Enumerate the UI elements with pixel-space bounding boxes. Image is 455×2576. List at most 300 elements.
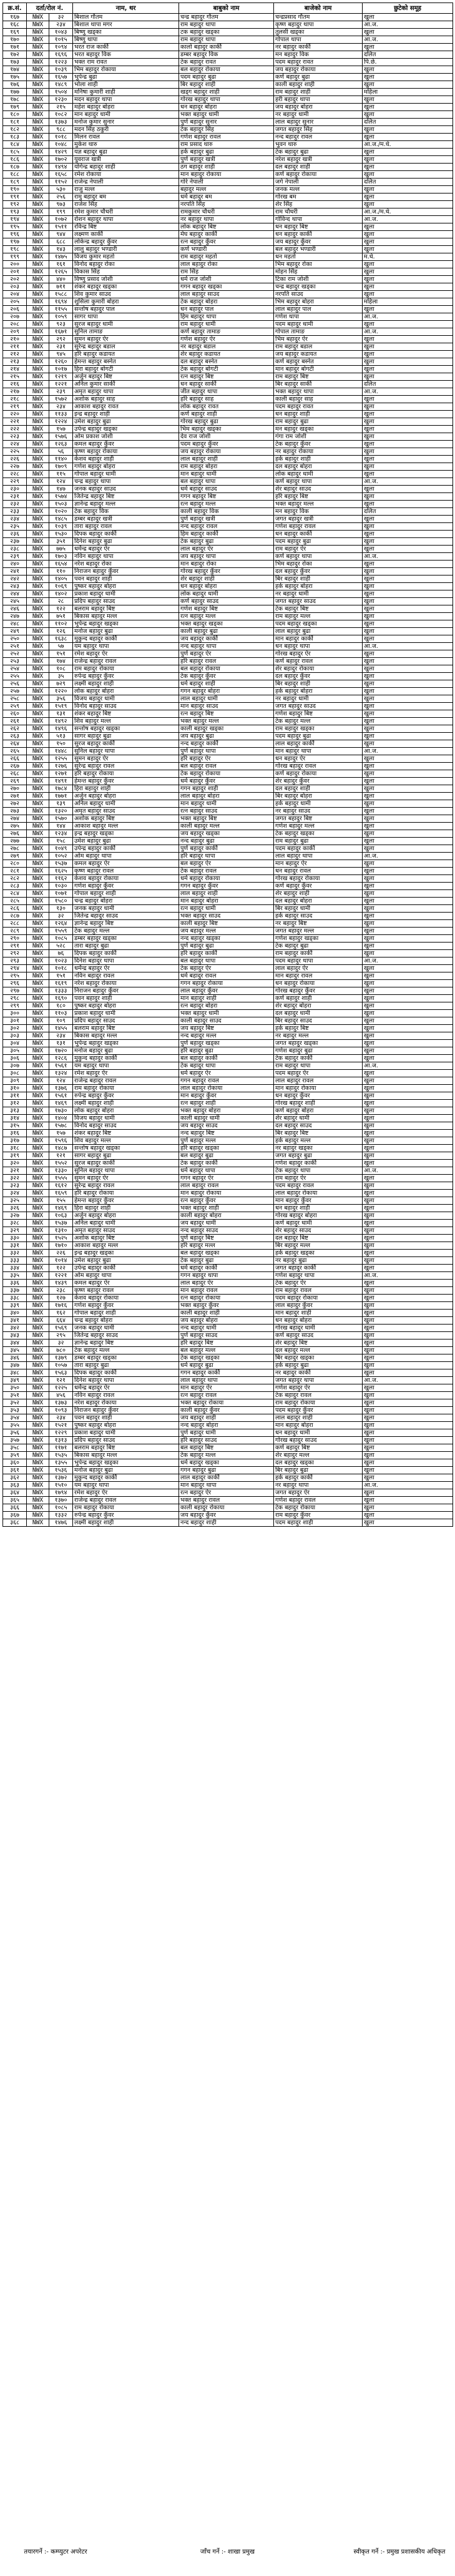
cell-name: सागर थापा: [73, 313, 179, 321]
cell-roll: १४७५: [49, 253, 73, 261]
cell-roll: १५३०: [49, 531, 73, 538]
cell-category: खुला: [363, 231, 453, 238]
table-row: [3, 710, 453, 718]
cell-father: गणेश बहादुर ऐर: [179, 336, 274, 343]
cell-grandfather: राम बहादुर मल्ल: [274, 613, 363, 620]
cell-code: NWX: [27, 1437, 49, 1444]
cell-roll: १७९४: [49, 1489, 73, 1497]
cell-grandfather: शेर बहादुर बोहरा: [274, 1002, 363, 1010]
cell-name: मुकुन्द बहादुर कार्की: [73, 1474, 179, 1482]
cell-father: नन्द बहादुर बुढा: [179, 838, 274, 845]
cell-code: NWX: [27, 441, 49, 448]
cell-code: NWX: [27, 478, 49, 486]
cell-code: NWX: [27, 755, 49, 763]
cell-category: खुला: [363, 418, 453, 426]
cell-category: खुला: [363, 1414, 453, 1422]
cell-code: NWX: [27, 770, 49, 778]
cell-serial: २७०: [3, 785, 27, 793]
cell-serial: २३४: [3, 516, 27, 523]
table-row: [3, 1437, 453, 1444]
cell-grandfather: नर बहादुर मल्ल: [274, 1032, 363, 1040]
cell-name: विजय बहादुर धामी: [73, 1115, 179, 1122]
cell-roll: ३५६: [49, 695, 73, 703]
cell-serial: ३०६: [3, 1055, 27, 1062]
table-row: [3, 1512, 453, 1519]
cell-code: NWX: [27, 14, 49, 21]
cell-grandfather: टेक बहादुर बुढा: [274, 149, 363, 156]
cell-grandfather: राम बहादुर थापा: [274, 1062, 363, 1070]
cell-code: NWX: [27, 411, 49, 418]
table-row: [3, 1085, 453, 1092]
cell-name: इन्द्र बहादुर शाही: [73, 411, 179, 418]
table-row: [3, 643, 453, 650]
cell-code: NWX: [27, 1145, 49, 1152]
cell-grandfather: दल बहादुर शाही: [274, 164, 363, 171]
cell-father: काली बहादुर धामी: [179, 1115, 274, 1122]
table-row: [3, 1062, 453, 1070]
cell-father: काली बहादुर साउद: [179, 1017, 274, 1025]
cell-father: पुर्ण बहादुर बिष्ट: [179, 1235, 274, 1242]
cell-roll: २१५: [49, 104, 73, 111]
cell-code: NWX: [27, 1242, 49, 1250]
cell-father: रत्न बहादुर रोकाया: [179, 1295, 274, 1302]
cell-category: खुला: [363, 972, 453, 980]
cell-grandfather: काली बहादुर शाही: [274, 81, 363, 89]
cell-serial: २३७: [3, 538, 27, 546]
cell-roll: ११५२: [49, 179, 73, 186]
cell-category: खुला: [363, 238, 453, 246]
cell-category: खुला: [363, 1504, 453, 1512]
cell-father: रत्न बहादुर मल्ल: [179, 501, 274, 508]
cell-code: NWX: [27, 193, 49, 201]
cell-code: NWX: [27, 1519, 49, 1527]
cell-code: NWX: [27, 845, 49, 853]
cell-roll: १४९४: [49, 164, 73, 171]
table-row: [3, 995, 453, 1002]
cell-roll: १९९: [49, 208, 73, 216]
cell-grandfather: कर्ण बहादुर बस्नेत: [274, 358, 363, 366]
cell-code: NWX: [27, 1160, 49, 1167]
cell-category: खुला: [363, 283, 453, 291]
cell-roll: १०१८: [49, 134, 73, 141]
cell-serial: २५२: [3, 650, 27, 658]
cell-grandfather: धन बहादुर रावल: [274, 868, 363, 875]
cell-father: पुर्ण बहादुर धामी: [179, 1429, 274, 1437]
cell-roll: १२२: [49, 1265, 73, 1272]
cell-category: खुला: [363, 1220, 453, 1227]
cell-category: आ.ज.: [363, 216, 453, 223]
cell-serial: ३५८: [3, 1444, 27, 1452]
cell-serial: ३६६: [3, 1504, 27, 1512]
cell-father: हरि बहादुर साउद: [179, 1437, 274, 1444]
table-row: [3, 1407, 453, 1414]
table-row: [3, 119, 453, 126]
cell-category: खुला: [363, 1489, 453, 1497]
cell-code: NWX: [27, 935, 49, 943]
cell-serial: २६०: [3, 710, 27, 718]
cell-grandfather: शेर बहादुर साउद: [274, 1227, 363, 1235]
cell-roll: ७८०: [49, 1347, 73, 1354]
cell-code: NWX: [27, 396, 49, 403]
table-row: [3, 1429, 453, 1437]
cell-roll: १४३९: [49, 1280, 73, 1287]
cell-code: NWX: [27, 1287, 49, 1295]
cell-roll: ३२: [49, 1339, 73, 1347]
cell-roll: १५७: [49, 1130, 73, 1137]
cell-grandfather: टेक बहादुर खड्का: [274, 830, 363, 838]
cell-name: शुसिला कुमारी बोहरा: [73, 298, 179, 306]
cell-category: खुला: [363, 223, 453, 231]
cell-code: NWX: [27, 1040, 49, 1047]
cell-category: खुला: [363, 1287, 453, 1295]
cell-serial: २१७: [3, 388, 27, 396]
cell-serial: २६९: [3, 778, 27, 785]
cell-code: NWX: [27, 748, 49, 755]
cell-roll: १०३९: [49, 66, 73, 74]
cell-category: खुला: [363, 1512, 453, 1519]
cell-name: मनिषा कुमारी शाही: [73, 89, 179, 96]
cell-code: NWX: [27, 838, 49, 845]
cell-serial: १८९: [3, 179, 27, 186]
cell-father: गगन बहादुर खड्का: [179, 283, 274, 291]
cell-father: बल बहादुर रोकाया: [179, 66, 274, 74]
cell-father: मान बहादुर ऐर: [179, 1384, 274, 1392]
cell-grandfather: गणेश बहादुर कार्की: [274, 1160, 363, 1167]
cell-code: NWX: [27, 643, 49, 650]
cell-category: खुला: [363, 134, 453, 141]
cell-category: खुला: [363, 546, 453, 553]
cell-name: दिनेश बहादुर बुढा: [73, 538, 179, 546]
cell-category: खुला: [363, 838, 453, 845]
cell-father: मान बहादुर थापा: [179, 1482, 274, 1489]
cell-roll: १२५५: [49, 755, 73, 763]
cell-code: NWX: [27, 74, 49, 81]
cell-serial: १७०: [3, 36, 27, 44]
cell-name: नविन बहादुर थापा: [73, 553, 179, 561]
cell-roll: ३५१: [49, 538, 73, 546]
cell-serial: २८७: [3, 913, 27, 920]
cell-code: NWX: [27, 650, 49, 658]
header-father: बाबुको नाम: [179, 3, 274, 14]
cell-name: राजेन्द्र बहादुर रावल: [73, 658, 179, 665]
table-row: [3, 51, 453, 59]
header-grandfather: बाजेको नाम: [274, 3, 363, 14]
table-row: [3, 1497, 453, 1504]
cell-name: गोपाल बहादुर शाही: [73, 1310, 179, 1317]
cell-roll: ५३०: [49, 186, 73, 193]
table-row: [3, 1160, 453, 1167]
cell-category: खुला: [363, 1107, 453, 1115]
table-row: [3, 733, 453, 740]
cell-roll: १५६३: [49, 1369, 73, 1377]
cell-grandfather: पदम बहादुर धामी: [274, 321, 363, 328]
cell-grandfather: मान बहादुर कार्की: [274, 635, 363, 643]
cell-category: खुला: [363, 740, 453, 748]
cell-father: राम बहादुर बोहरा: [179, 463, 274, 471]
cell-category: खुला: [363, 291, 453, 298]
cell-category: खुला: [363, 635, 453, 643]
cell-name: प्रकाश बहादुर धामी: [73, 1429, 179, 1437]
cell-code: NWX: [27, 104, 49, 111]
cell-serial: २७६: [3, 830, 27, 838]
cell-grandfather: बिर बहादुर खड्का: [274, 1354, 363, 1362]
cell-code: NWX: [27, 448, 49, 456]
cell-father: काली बहादुर रोकाया: [179, 1504, 274, 1512]
cell-category: खुला: [363, 763, 453, 770]
cell-roll: १२३०: [49, 96, 73, 104]
cell-roll: १८०: [49, 1002, 73, 1010]
table-row: [3, 1392, 453, 1399]
cell-code: NWX: [27, 987, 49, 995]
cell-grandfather: पदम बहादुर कुँवर: [274, 1407, 363, 1414]
cell-grandfather: धन बहादुर कार्की: [274, 231, 363, 238]
cell-roll: १६७१: [49, 328, 73, 336]
cell-serial: २९४: [3, 965, 27, 972]
cell-serial: ३१६: [3, 1130, 27, 1137]
cell-grandfather: जगत बहादुर साउद: [274, 598, 363, 605]
cell-roll: १६५७: [49, 74, 73, 81]
cell-grandfather: गोरख बहादुर बोहरा: [274, 1212, 363, 1220]
cell-category: पि.छे.: [363, 59, 453, 66]
cell-serial: २०४: [3, 291, 27, 298]
table-row: [3, 1422, 453, 1429]
cell-category: खुला: [363, 800, 453, 808]
cell-father: लाल बहादुर साउद: [179, 291, 274, 298]
cell-name: चन्द्र बहादुर बोहरा: [73, 1317, 179, 1325]
cell-category: खुला: [363, 860, 453, 868]
cell-roll: १५६१: [49, 1092, 73, 1100]
cell-grandfather: लाल बहादुर शाही: [274, 1414, 363, 1422]
cell-name: टेक बहादुर विक: [73, 508, 179, 516]
cell-code: NWX: [27, 920, 49, 928]
cell-roll: १२२५: [49, 1384, 73, 1392]
cell-grandfather: मान बहादुर बोगटी: [274, 366, 363, 373]
table-row: [3, 1235, 453, 1242]
cell-grandfather: गोविन्द थापा: [274, 216, 363, 223]
cell-name: विनोद बहादुर साउद: [73, 1122, 179, 1130]
cell-category: खुला: [363, 1100, 453, 1107]
cell-category: खुला: [363, 1452, 453, 1459]
cell-father: हरि बहादुर बिष्ट: [179, 1339, 274, 1347]
cell-grandfather: शेर बहादुर कुँवर: [274, 778, 363, 785]
table-row: [3, 740, 453, 748]
table-row: [3, 193, 453, 201]
cell-name: कृष्ण बहादुर रोकाया: [73, 448, 179, 456]
cell-serial: ३०९: [3, 1077, 27, 1085]
table-row: [3, 703, 453, 710]
cell-code: NWX: [27, 1347, 49, 1354]
cell-name: राजेश सिंह: [73, 201, 179, 208]
cell-name: प्रदिप बहादुर साउद: [73, 598, 179, 605]
cell-code: NWX: [27, 1212, 49, 1220]
cell-category: खुला: [363, 568, 453, 575]
cell-father: गणेश बहादुर बिष्ट: [179, 605, 274, 613]
cell-code: NWX: [27, 81, 49, 89]
cell-roll: ७७५: [49, 546, 73, 553]
cell-grandfather: गणेश बहादुर खड्का: [274, 935, 363, 943]
cell-serial: २३६: [3, 531, 27, 538]
cell-code: NWX: [27, 1452, 49, 1459]
cell-serial: २९९: [3, 1002, 27, 1010]
cell-name: उमेश बहादुर बुढा: [73, 418, 179, 426]
cell-father: भक्त बहादुर मल्ल: [179, 718, 274, 725]
cell-serial: १७८: [3, 96, 27, 104]
cell-roll: १३९: [49, 800, 73, 808]
cell-category: खुला: [363, 14, 453, 21]
cell-roll: ९२३: [49, 321, 73, 328]
cell-serial: ३१५: [3, 1122, 27, 1130]
cell-name: सुरज बहादुर धामी: [73, 321, 179, 328]
cell-name: भुपेन्द्र बहादुर खड्का: [73, 1459, 179, 1467]
cell-code: NWX: [27, 665, 49, 673]
cell-category: आ.ज.: [363, 36, 453, 44]
cell-serial: १६८: [3, 21, 27, 29]
cell-category: खुला: [363, 1399, 453, 1407]
cell-code: NWX: [27, 538, 49, 546]
cell-serial: ३२९: [3, 1227, 27, 1235]
cell-grandfather: धन बहादुर कुँवर: [274, 1092, 363, 1100]
table-row: [3, 1489, 453, 1497]
table-row: [3, 1205, 453, 1212]
cell-serial: ३२५: [3, 1197, 27, 1205]
cell-code: NWX: [27, 913, 49, 920]
table-row: [3, 1257, 453, 1265]
cell-category: खुला: [363, 733, 453, 740]
cell-category: खुला: [363, 1212, 453, 1220]
cell-grandfather: बिर बहादुर बोहरा: [274, 793, 363, 800]
cell-serial: २२२: [3, 426, 27, 433]
cell-serial: २४५: [3, 598, 27, 605]
table-row: [3, 1339, 453, 1347]
table-body: [3, 14, 453, 1527]
cell-category: खुला: [363, 96, 453, 104]
table-row: [3, 605, 453, 613]
cell-category: खुला: [363, 351, 453, 358]
cell-serial: २१६: [3, 381, 27, 388]
cell-category: खुला: [363, 898, 453, 905]
table-row: [3, 718, 453, 725]
cell-father: बहादुर मल्ल: [179, 186, 274, 193]
checked-by: जाँच गर्ने :- शाखा प्रमुख: [200, 2549, 255, 2555]
cell-roll: १३७२: [49, 1474, 73, 1482]
cell-serial: ३६२: [3, 1474, 27, 1482]
cell-code: NWX: [27, 1137, 49, 1145]
cell-grandfather: गोरख बहादुर कुँवर: [274, 987, 363, 995]
cell-roll: १३१३: [49, 1437, 73, 1444]
cell-grandfather: हर्क बहादुर शाही: [274, 456, 363, 463]
cell-name: सुरेन्द्र बहादुर बडाल: [73, 343, 179, 351]
cell-father: जय बहादुर खड्का: [179, 830, 274, 838]
cell-grandfather: जनक मल्ल: [274, 186, 363, 193]
cell-name: रमेश बहादुर ऐर: [73, 650, 179, 658]
cell-category: खुला: [363, 1040, 453, 1047]
cell-father: धर्म बहादुर कार्की: [179, 1265, 274, 1272]
cell-category: खुला: [363, 1137, 453, 1145]
cell-grandfather: बिर बहादुर साउद: [274, 1017, 363, 1025]
cell-grandfather: भक्त बहादुर थापा: [274, 388, 363, 396]
table-row: [3, 448, 453, 456]
cell-serial: २५७: [3, 688, 27, 695]
cell-roll: १५१: [49, 972, 73, 980]
table-row: [3, 890, 453, 898]
table-row: [3, 1182, 453, 1190]
cell-category: खुला: [363, 1017, 453, 1025]
cell-roll: १६१२: [49, 1182, 73, 1190]
table-row: [3, 149, 453, 156]
cell-category: खुला: [363, 561, 453, 568]
cell-code: NWX: [27, 673, 49, 680]
cell-roll: १३३०: [49, 1167, 73, 1175]
cell-serial: ३४१: [3, 1317, 27, 1325]
cell-serial: २२३: [3, 433, 27, 441]
cell-roll: १०८२: [49, 111, 73, 119]
cell-father: हरि बहादुर मल्ल: [179, 1242, 274, 1250]
cell-category: खुला: [363, 261, 453, 268]
cell-category: आ.ज.: [363, 388, 453, 396]
cell-serial: २२५: [3, 448, 27, 456]
cell-serial: ३४५: [3, 1347, 27, 1354]
cell-category: खुला: [363, 1160, 453, 1167]
cell-code: NWX: [27, 1032, 49, 1040]
cell-code: NWX: [27, 695, 49, 703]
table-row: [3, 276, 453, 283]
cell-serial: २१२: [3, 351, 27, 358]
cell-father: टेक बहादुर सिंह: [179, 126, 274, 134]
table-row: [3, 463, 453, 471]
cell-grandfather: राम बहादुर शाही: [274, 89, 363, 96]
cell-name: बिकास बहादुर मल्ल: [73, 1032, 179, 1040]
table-row: [3, 358, 453, 366]
cell-serial: २५६: [3, 680, 27, 688]
cell-category: खुला: [363, 276, 453, 283]
cell-category: आ.ज.: [363, 478, 453, 486]
cell-grandfather: टेक बहादुर कार्की: [274, 1055, 363, 1062]
cell-name: राम बहादुर रोकाया: [73, 665, 179, 673]
cell-code: NWX: [27, 36, 49, 44]
cell-grandfather: कर्ण बहादुर थापा: [274, 553, 363, 561]
cell-category: आ.ज./म.धे.: [363, 141, 453, 149]
cell-roll: १२७: [49, 1295, 73, 1302]
cell-grandfather: बिर बहादुर बिष्ट: [274, 1130, 363, 1137]
cell-name: मनोज बहादुर बुढा: [73, 1047, 179, 1055]
cell-serial: १९८: [3, 246, 27, 253]
cell-father: लाल बहादुर थापा: [179, 1377, 274, 1384]
cell-category: खुला: [363, 943, 453, 950]
table-row: [3, 1317, 453, 1325]
signature-footer: [2, 2548, 453, 2556]
cell-name: दिनेश बहादुर थापा: [73, 1377, 179, 1384]
cell-roll: १०१५: [49, 36, 73, 44]
cell-code: NWX: [27, 635, 49, 643]
cell-name: सुरज बहादुर कार्की: [73, 740, 179, 748]
cell-grandfather: गणेश बहादुर ऐर: [274, 1384, 363, 1392]
cell-category: खुला: [363, 673, 453, 680]
cell-name: उपेन्द्र बहादुर कार्की: [73, 845, 179, 853]
cell-name: इन्द्र बहादुर खड्का: [73, 830, 179, 838]
cell-grandfather: हर्क बहादुर बिष्ट: [274, 1025, 363, 1032]
table-row: [3, 1482, 453, 1489]
cell-roll: १५१९: [49, 703, 73, 710]
cell-roll: १६१: [49, 261, 73, 268]
cell-name: धर्मेन्द्र बहादुर ऐर: [73, 965, 179, 972]
table-row: [3, 1354, 453, 1362]
cell-grandfather: हर्क बहादुर बोहरा: [274, 688, 363, 695]
table-row: [3, 388, 453, 396]
cell-serial: २२९: [3, 478, 27, 486]
cell-grandfather: धन बहादुर रोकाया: [274, 980, 363, 987]
cell-grandfather: धन बहादुर थापा: [274, 643, 363, 650]
cell-grandfather: मान बहादुर बोहरा: [274, 1422, 363, 1429]
